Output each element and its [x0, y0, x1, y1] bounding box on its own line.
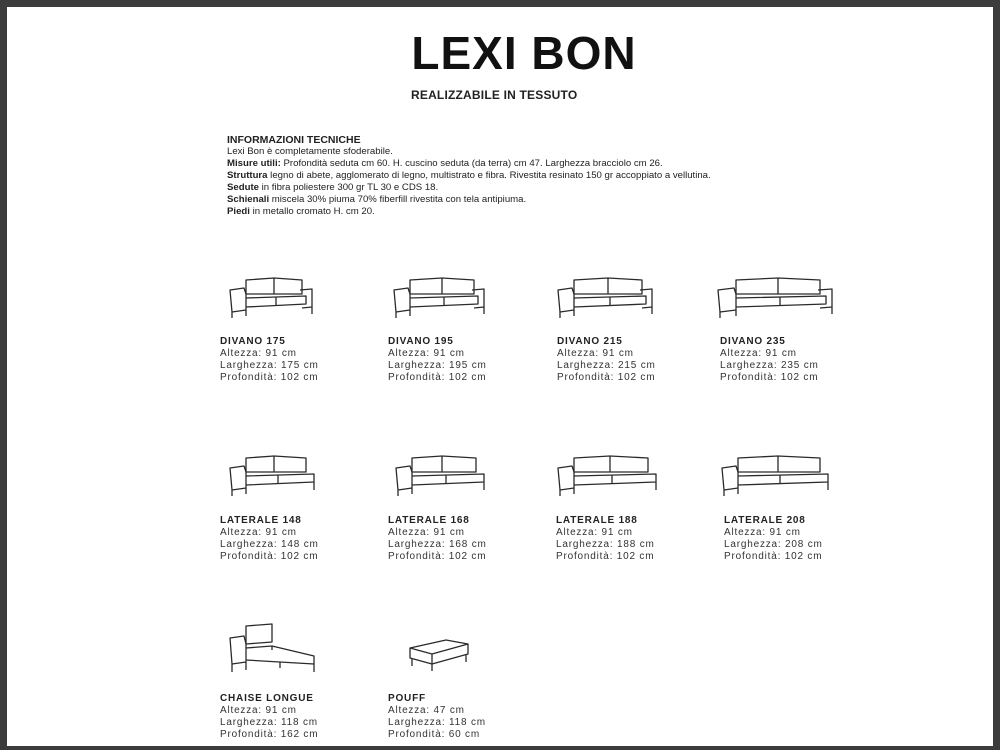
info-heading: INFORMAZIONI TECNICHE	[227, 134, 361, 146]
product-name: DIVANO 215	[557, 336, 623, 347]
info-line: Lexi Bon è completamente sfoderabile.	[227, 146, 393, 157]
product-height: Altezza: 91 cm	[220, 348, 297, 359]
info-sedute	[227, 182, 711, 194]
info-label: Misure utili:	[227, 158, 281, 169]
product-name: POUFF	[388, 693, 426, 704]
product-divano-215	[557, 336, 707, 384]
info-label: Schienali	[227, 194, 270, 205]
product-depth: Profondità: 102 cm	[388, 551, 487, 562]
product-laterale-148	[220, 515, 370, 563]
product-height: Altezza: 47 cm	[388, 705, 465, 716]
sofa-end-168-icon	[392, 452, 488, 498]
product-depth: Profondità: 162 cm	[220, 729, 319, 740]
product-width: Larghezza: 118 cm	[220, 717, 318, 728]
page-subtitle: REALIZZABILE IN TESSUTO	[411, 88, 578, 102]
product-depth: Profondità: 102 cm	[220, 372, 319, 383]
sofa-end-208-icon	[718, 452, 832, 498]
sofa-195-icon	[390, 274, 490, 320]
product-height: Altezza: 91 cm	[388, 527, 465, 538]
product-height: Altezza: 91 cm	[220, 705, 297, 716]
info-struttura	[227, 170, 711, 182]
product-width: Larghezza: 168 cm	[388, 539, 487, 550]
product-name: LATERALE 148	[220, 515, 302, 526]
product-laterale-168	[388, 515, 538, 563]
page-title: LEXI BON	[411, 27, 637, 79]
sofa-235-icon	[714, 274, 838, 320]
info-label: Struttura	[227, 170, 268, 181]
info-piedi	[227, 206, 711, 218]
product-width: Larghezza: 175 cm	[220, 360, 319, 371]
info-label: Piedi	[227, 206, 250, 217]
product-height: Altezza: 91 cm	[724, 527, 801, 538]
product-name: DIVANO 175	[220, 336, 286, 347]
product-depth: Profondità: 102 cm	[388, 372, 487, 383]
product-laterale-188	[556, 515, 706, 563]
product-width: Larghezza: 235 cm	[720, 360, 819, 371]
info-label: Sedute	[227, 182, 259, 193]
product-height: Altezza: 91 cm	[220, 527, 297, 538]
product-depth: Profondità: 102 cm	[557, 372, 656, 383]
product-name: CHAISE LONGUE	[220, 693, 314, 704]
product-width: Larghezza: 188 cm	[556, 539, 655, 550]
product-divano-235	[720, 336, 870, 384]
product-depth: Profondità: 102 cm	[724, 551, 823, 562]
sofa-end-148-icon	[226, 452, 318, 498]
info-misure	[227, 158, 711, 170]
product-width: Larghezza: 215 cm	[557, 360, 656, 371]
info-schienali	[227, 194, 711, 206]
info-text: Profondità seduta cm 60. H. cuscino seduta (da terra) cm 47. Larghezza bracciolo cm 26.	[280, 158, 663, 169]
product-width: Larghezza: 118 cm	[388, 717, 486, 728]
sofa-215-icon	[554, 274, 658, 320]
product-depth: Profondità: 102 cm	[556, 551, 655, 562]
product-chaise-longue	[220, 693, 370, 741]
product-height: Altezza: 91 cm	[557, 348, 634, 359]
info-text: miscela 30% piuma 70% fiberfill rivestita con tela antipiuma.	[269, 194, 527, 205]
product-width: Larghezza: 148 cm	[220, 539, 319, 550]
product-name: LATERALE 168	[388, 515, 470, 526]
info-text: in fibra poliestere 300 gr TL 30 e CDS 18.	[259, 182, 439, 193]
product-laterale-208	[724, 515, 874, 563]
product-depth: Profondità: 102 cm	[220, 551, 319, 562]
product-pouff	[388, 693, 538, 741]
product-name: LATERALE 188	[556, 515, 638, 526]
info-text: legno di abete, agglomerato di legno, multistrato e fibra. Rivestita resinato 150 gr accoppiato a vellutina.	[267, 170, 711, 181]
product-divano-195	[388, 336, 538, 384]
sofa-end-188-icon	[554, 452, 660, 498]
technical-info	[227, 134, 711, 218]
product-divano-175	[220, 336, 370, 384]
product-width: Larghezza: 195 cm	[388, 360, 487, 371]
product-depth: Profondità: 102 cm	[720, 372, 819, 383]
product-height: Altezza: 91 cm	[556, 527, 633, 538]
pouf-icon	[406, 630, 472, 674]
product-name: DIVANO 235	[720, 336, 786, 347]
chaise-longue-icon	[226, 620, 318, 678]
sofa-175-icon	[226, 274, 318, 320]
product-width: Larghezza: 208 cm	[724, 539, 823, 550]
product-name: DIVANO 195	[388, 336, 454, 347]
product-name: LATERALE 208	[724, 515, 806, 526]
product-height: Altezza: 91 cm	[720, 348, 797, 359]
product-depth: Profondità: 60 cm	[388, 729, 480, 740]
product-height: Altezza: 91 cm	[388, 348, 465, 359]
info-text: in metallo cromato H. cm 20.	[249, 206, 375, 217]
